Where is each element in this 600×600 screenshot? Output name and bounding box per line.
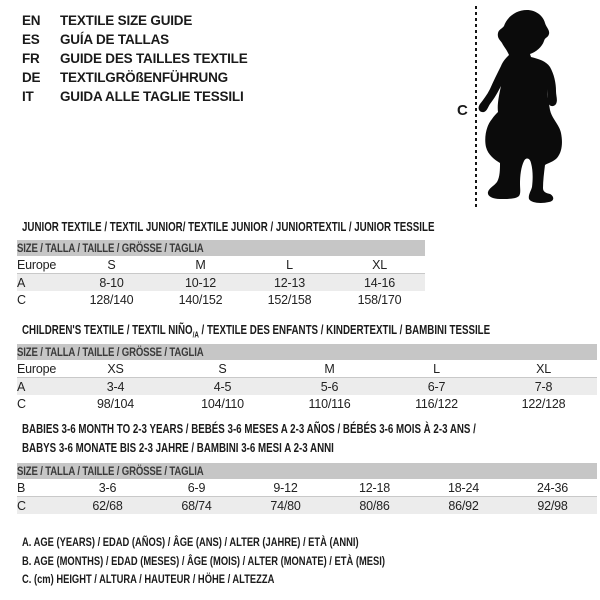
row-label: Europe [17,360,62,378]
table-cell: 5-6 [276,378,383,396]
table-cell: 98/104 [96,396,135,411]
table-cell: XL [334,256,425,274]
size-band-label: SIZE / TALLA / TAILLE / GRÖSSE / TAGLIA [17,241,204,255]
table-cell: 92/98 [508,497,597,515]
table-cell: 10-12 [156,274,245,292]
language-label: TEXTILE SIZE GUIDE [60,13,193,28]
row-label: A [17,274,67,292]
table-cell: 7-8 [490,378,597,396]
size-band-label: SIZE / TALLA / TAILLE / GRÖSSE / TAGLIA [17,464,204,478]
language-row-es [22,30,248,49]
table-cell: 12-18 [330,479,419,497]
table-cell: 12-13 [245,274,334,292]
table-cell: 128/140 [89,292,134,307]
table-cell: 158/170 [357,292,402,307]
height-marker-label: C [457,102,468,119]
table-cell: 104/110 [201,396,244,411]
table-cell: 140/152 [178,292,223,307]
table-row [17,378,597,396]
table-cell: 4-5 [169,378,276,396]
table-cell: 18-24 [419,479,508,497]
row-label: A [17,378,62,396]
children-table-title: CHILDREN'S TEXTILE / TEXTIL $NIÑO_{/A}$ / TEXTILE DES ENFANTS / KINDERTEXTIL / BAMBINI TESSILE [22,323,491,340]
table-cell: 62/68 [63,497,152,515]
table-cell: 152/158 [267,292,312,307]
table-cell: 110/116 [308,396,351,411]
table-cell: 86/92 [419,497,508,515]
children-size-table [17,344,597,412]
table-row [17,497,597,515]
table-cell: M [276,360,383,378]
table-row [17,256,425,274]
language-code: EN [22,13,41,28]
table-cell: XS [62,360,169,378]
language-code: ES [22,32,40,47]
language-label: GUIDE DES TAILLES TEXTILE [60,51,248,66]
language-label: TEXTILGRÖßENFÜHRUNG [60,70,228,85]
table-cell: M [156,256,245,274]
row-label: C [17,497,63,515]
footnote-c: C. (cm) HEIGHT / ALTURA / HAUTEUR / HÖHE / ALTEZZA [22,572,275,586]
table-cell: 14-16 [334,274,425,292]
table-cell: S [67,256,156,274]
table-cell: 3-4 [62,378,169,396]
table-cell: 24-36 [508,479,597,497]
row-label: B [17,479,63,497]
language-code: FR [22,51,40,66]
footnotes [22,533,487,589]
table-row [17,395,597,412]
table-cell: S [169,360,276,378]
row-label: C [17,396,26,411]
footnote-b: B. AGE (MONTHS) / EDAD (MESES) / ÂGE (MOIS) / ALTER (MONATE) / ETÀ (MESI) [22,553,385,568]
babies-size-table [17,463,597,514]
language-code: DE [22,70,41,85]
table-cell: 6-9 [152,479,241,497]
footnote-a: A. AGE (YEARS) / EDAD (AÑOS) / ÂGE (ANS) / ALTER (JAHRE) / ETÀ (ANNI) [22,535,359,549]
babies-table-title: BABIES 3-6 MONTH TO 2-3 YEARS / BEBÉS 3-6 MESES A 2-3 AÑOS / BÉBÉS 3-6 MOIS À 2-3 ANS / BABYS 3-6 MONATE BIS 2-3 JAHRE / BAMBINI 3-6 MESI A 2-3 ANNI [22,422,476,455]
row-label: C [17,292,26,307]
table-row [17,479,597,497]
title-subscript: /A [192,330,199,340]
table-header-band [17,344,597,360]
table-row [17,360,597,378]
junior-table-title: JUNIOR TEXTILE / TEXTIL JUNIOR/ TEXTILE JUNIOR / JUNIORTEXTIL / JUNIOR TESSILE [22,220,435,234]
language-row-de [22,68,248,87]
language-list [22,11,248,106]
toddler-silhouette [475,0,600,215]
table-cell: L [383,360,490,378]
language-label: GUIDA ALLE TAGLIE TESSILI [60,89,244,104]
table-row [17,274,425,292]
table-cell: 9-12 [241,479,330,497]
table-cell: 122/128 [521,396,566,411]
table-row [17,291,425,308]
language-code: IT [22,89,34,104]
table-cell: L [245,256,334,274]
row-label: Europe [17,256,67,274]
table-cell: 116/122 [415,396,458,411]
table-cell: 6-7 [383,378,490,396]
table-header-band [17,240,425,256]
table-cell: 68/74 [152,497,241,515]
size-band-label: SIZE / TALLA / TAILLE / GRÖSSE / TAGLIA [17,345,204,359]
language-row-en [22,11,248,30]
table-cell: XL [490,360,597,378]
junior-size-table [17,240,425,308]
table-cell: 74/80 [241,497,330,515]
table-cell: 3-6 [63,479,152,497]
language-row-it [22,87,248,106]
table-header-band [17,463,597,479]
language-row-fr [22,49,248,68]
table-cell: 80/86 [330,497,419,515]
table-cell: 8-10 [67,274,156,292]
language-label: GUÍA DE TALLAS [60,32,169,47]
